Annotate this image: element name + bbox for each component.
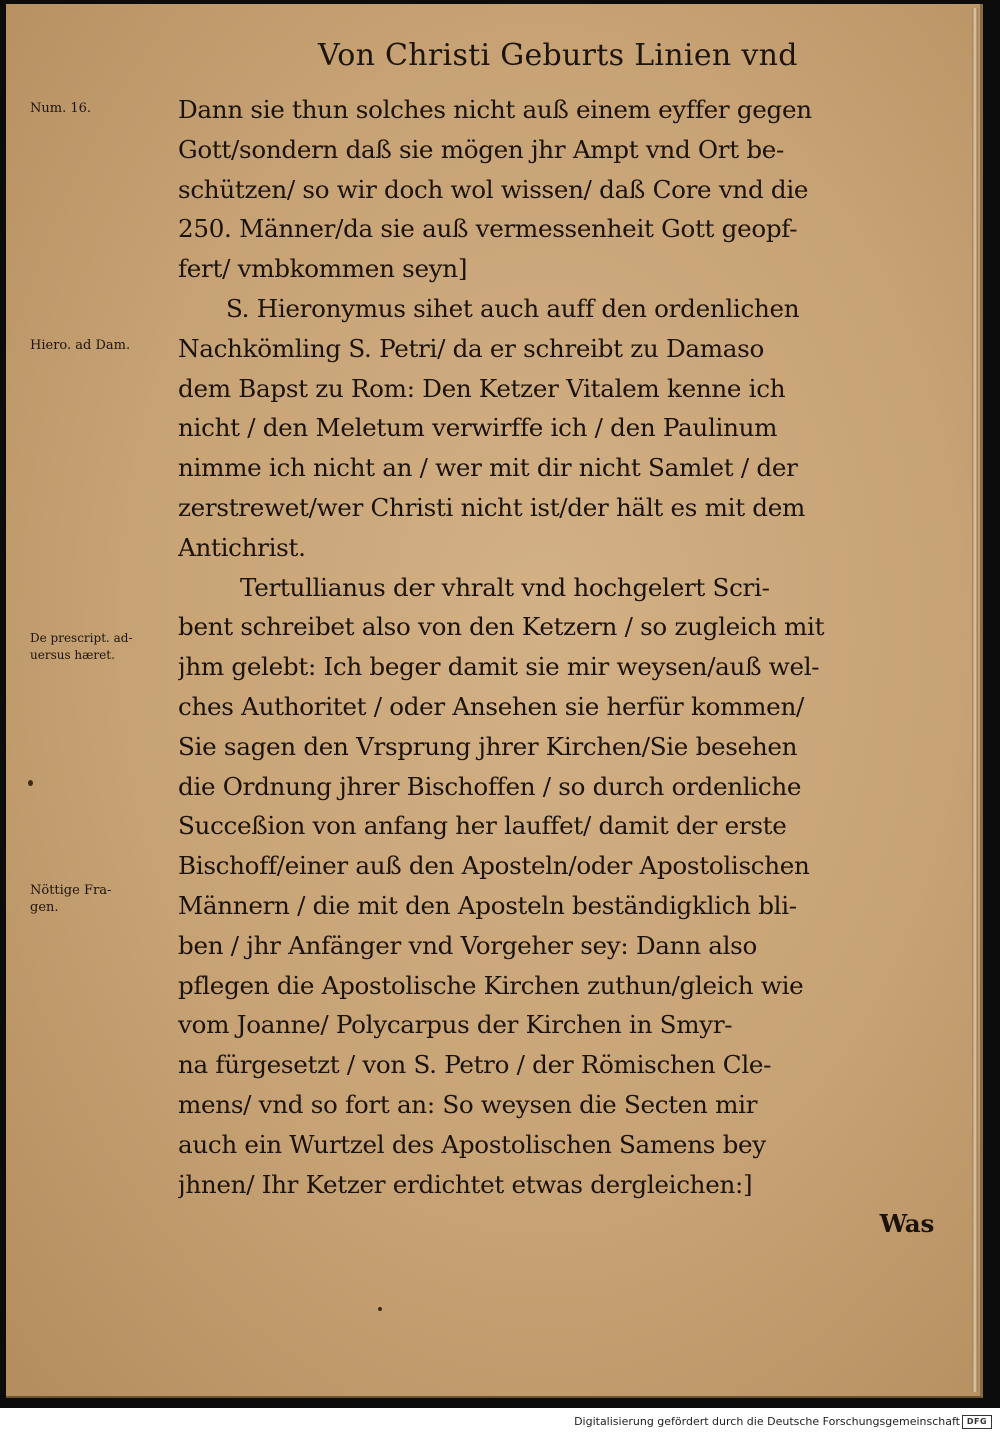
- running-header: Von Christi Geburts Linien vnd: [318, 38, 798, 73]
- catchword: Was: [879, 1209, 934, 1239]
- text-line: Männern / die mit den Aposteln beständigklich bli-: [178, 890, 797, 920]
- text-line: nimme ich nicht an / wer mit dir nicht Samlet / der: [178, 453, 798, 483]
- margin-note-hieronymus: [30, 337, 170, 354]
- text-line: pflegen die Apostolische Kirchen zuthun/gleich wie: [178, 970, 804, 1000]
- funding-note: Digitalisierung gefördert durch die Deutsche Forschungsgemeinschaft: [574, 1415, 960, 1428]
- margin-note-tertullian: [30, 630, 170, 664]
- text-line: 250. Männer/da sie auß vermessenheit Gott geopf-: [178, 214, 798, 244]
- text-line: zerstrewet/wer Christi nicht ist/der hält es mit dem: [178, 492, 806, 522]
- text-line: mens/ vnd so fort an: So weysen die Secten mir: [178, 1089, 758, 1119]
- text-line: jhm gelebt: Ich beger damit sie mir weysen/auß wel-: [178, 652, 820, 682]
- text-line: die Ordnung jhrer Bischoffen / so durch ordenliche: [178, 771, 802, 801]
- text-line: auch ein Wurtzel des Apostolischen Samens bey: [178, 1129, 766, 1159]
- text-line: Dann sie thun solches nicht auß einem eyffer gegen: [178, 95, 812, 124]
- margin-note-line: Nöttige Fra-: [30, 883, 112, 898]
- dfg-logo: DFG: [962, 1415, 992, 1429]
- margin-note-line: Hiero. ad Dam.: [30, 338, 131, 353]
- text-line: Sie sagen den Vrsprung jhrer Kirchen/Sie besehen: [178, 731, 798, 761]
- text-line: Nachkömling S. Petri/ da er schreibt zu Damaso: [178, 333, 764, 363]
- text-line: Gott/sondern daß sie mögen jhr Ampt vnd Ort be-: [178, 134, 785, 164]
- text-line: jhnen/ Ihr Ketzer erdichtet etwas dergleichen:]: [178, 1169, 753, 1199]
- margin-note-line: gen.: [30, 900, 59, 915]
- text-line: Succeßion von anfang her lauffet/ damit der erste: [178, 811, 787, 841]
- text-line: Antichrist.: [178, 532, 306, 562]
- text-line: bent schreibet also von den Ketzern / so zugleich mit: [178, 612, 825, 642]
- page-edge: [972, 8, 978, 1392]
- margin-note-line: Num. 16.: [30, 101, 92, 116]
- margin-note-num: [30, 100, 170, 117]
- text-line: fert/ vmbkommen seyn]: [178, 254, 468, 284]
- text-line: vom Joanne/ Polycarpus der Kirchen in Smyr-: [178, 1010, 733, 1040]
- text-line: ches Authoritet / oder Ansehen sie herfür kommen/: [178, 691, 804, 721]
- text-line: ben / jhr Anfänger vnd Vorgeher sey: Dann also: [178, 930, 758, 960]
- main-text: [178, 90, 948, 1244]
- text-line: Tertullianus der vhralt vnd hochgelert Scri-: [240, 572, 770, 602]
- text-line: nicht / den Meletum verwirffe ich / den Paulinum: [178, 413, 778, 443]
- margin-note-questions: [30, 882, 170, 916]
- text-line: na fürgesetzt / von S. Petro / der Römischen Cle-: [178, 1050, 772, 1080]
- text-line: Bischoff/einer auß den Aposteln/oder Apostolischen: [178, 851, 810, 881]
- margin-note-line: uersus hæret.: [30, 648, 115, 662]
- ink-speck: [378, 1307, 382, 1311]
- text-line: dem Bapst zu Rom: Den Ketzer Vitalem kenne ich: [178, 373, 786, 403]
- text-line: S. Hieronymus sihet auch auff den ordenlichen: [226, 293, 800, 323]
- ink-speck: [28, 780, 33, 786]
- footer-bar: [0, 1408, 1000, 1433]
- margin-note-line: De prescript. ad-: [30, 631, 133, 645]
- text-line: schützen/ so wir doch wol wissen/ daß Core vnd die: [178, 174, 809, 204]
